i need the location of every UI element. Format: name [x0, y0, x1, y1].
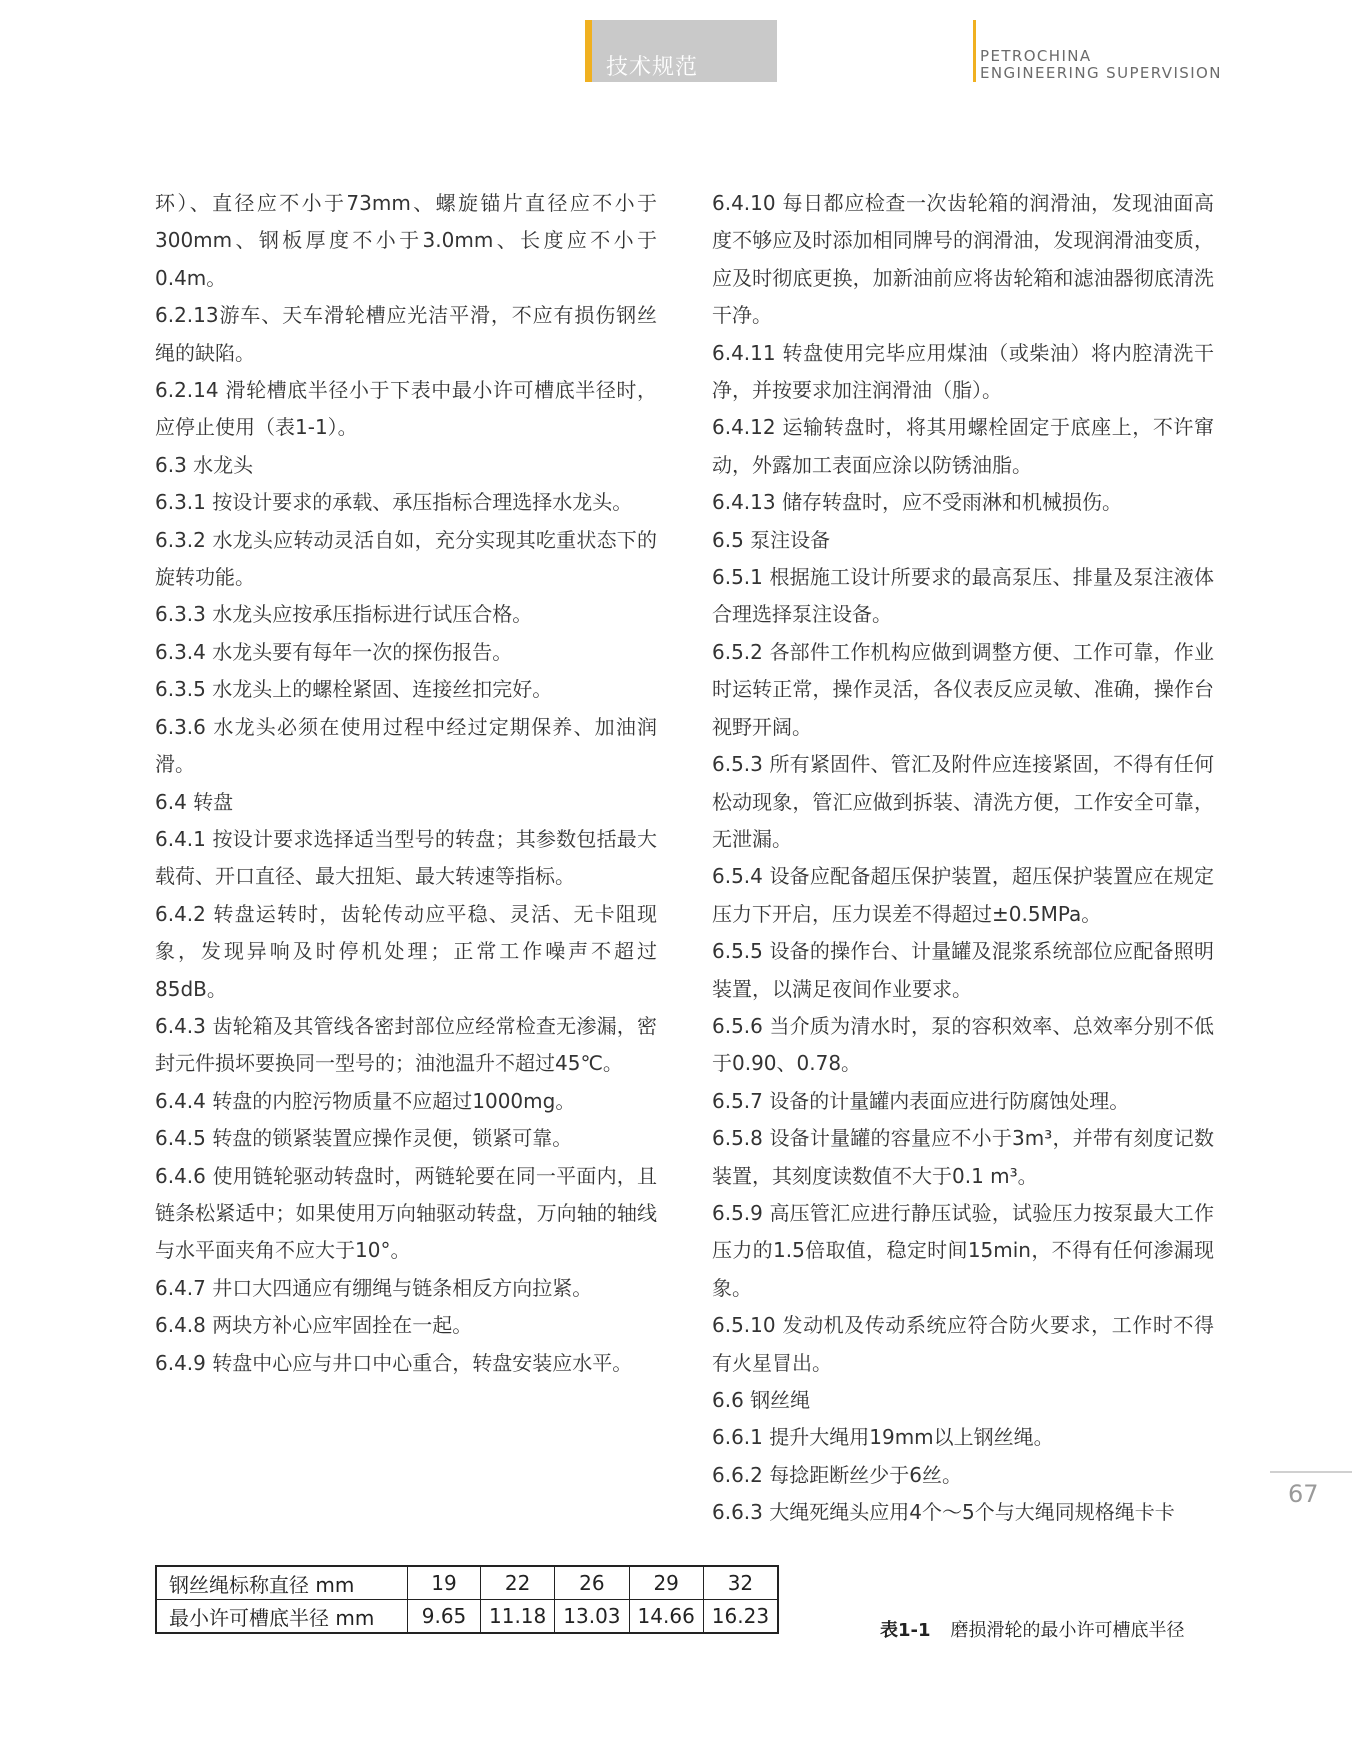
paragraph: 6.5.1 根据施工设计所要求的最高泵压、排量及泵注液体合理选择泵注设备。 [712, 565, 1214, 627]
paragraph: 6.3.2 水龙头应转动灵活自如，充分实现其吃重状态下的旋转功能。 [155, 527, 657, 590]
groove-radius-table [155, 1565, 779, 1634]
paragraph: 6.4.1 按设计要求选择适当型号的转盘；其参数包括最大载荷、开口直径、最大扭矩、最大转速等指标。 [155, 826, 657, 889]
paragraph: 6.5.4 设备应配备超压保护装置，超压保护装置应在规定压力下开启，压力误差不得超过±0.5MPa。 [712, 864, 1214, 926]
paragraph: 6.3.1 按设计要求的承载、承压指标合理选择水龙头。 [155, 490, 633, 515]
table-cell: 9.65 [408, 1600, 481, 1634]
paragraph: 6.3.3 水龙头应按承压指标进行试压合格。 [155, 602, 533, 627]
table-cell: 14.66 [629, 1600, 703, 1634]
paragraph: 6.4.13 储存转盘时，应不受雨淋和机械损伤。 [712, 490, 1122, 515]
table-caption-text: 磨损滑轮的最小许可槽底半径 [950, 1620, 1185, 1641]
paragraph: 6.4.2 转盘运转时，齿轮传动应平稳、灵活、无卡阻现象，发现异响及时停机处理；正常工作噪声不超过85dB。 [155, 901, 657, 1001]
table-cell: 13.03 [555, 1600, 629, 1634]
header-section-title: 技术规范 [606, 55, 699, 80]
table-cell: 29 [629, 1566, 703, 1600]
paragraph: 6.4.4 转盘的内腔污物质量不应超过1000mg。 [155, 1088, 576, 1113]
table-row-header: 最小许可槽底半径 mm [156, 1600, 408, 1634]
paragraph: 6.2.14 滑轮槽底半径小于下表中最小许可槽底半径时，应停止使用（表1-1）。 [155, 378, 657, 440]
paragraph: 6.5.8 设备计量罐的容量应不小于3m³，并带有刻度记数装置，其刻度读数值不大于0.1 m³。 [712, 1126, 1214, 1188]
table-cell: 32 [703, 1566, 778, 1600]
table-row [156, 1566, 778, 1600]
paragraph: 6.4.8 两块方补心应牢固拴在一起。 [155, 1313, 473, 1338]
paragraph: 环）、直径应不小于73mm、螺旋锚片直径应不小于300mm、钢板厚度不小于3.0mm、长度应不小于0.4m。 [155, 191, 657, 290]
section-heading: 6.6 钢丝绳 [712, 1388, 811, 1412]
paragraph: 6.3.4 水龙头要有每年一次的探伤报告。 [155, 639, 513, 664]
table-cell: 19 [408, 1566, 481, 1600]
left-text-column [155, 185, 657, 1382]
right-text-column [712, 185, 1214, 1532]
paragraph: 6.6.2 每捻距断丝少于6丝。 [712, 1462, 962, 1487]
brand-line-1: PETROCHINA [980, 47, 1092, 65]
page-number-rule [1270, 1471, 1352, 1473]
section-heading: 6.5 泵注设备 [712, 527, 831, 552]
paragraph: 6.5.5 设备的操作台、计量罐及混浆系统部位应配备照明装置，以满足夜间作业要求。 [712, 939, 1214, 1001]
brand-accent-bar [973, 20, 976, 82]
paragraph: 6.5.6 当介质为清水时，泵的容积效率、总效率分别不低于0.90、0.78。 [712, 1013, 1214, 1076]
table-cell: 26 [555, 1566, 629, 1600]
table-cell: 22 [481, 1566, 555, 1600]
paragraph: 6.4.10 每日都应检查一次齿轮箱的润滑油，发现油面高度不够应及时添加相同牌号的润滑油，发现润滑油变质，应及时彻底更换，加新油前应将齿轮箱和滤油器彻底清洗干净。 [712, 191, 1214, 328]
paragraph: 6.4.9 转盘中心应与井口中心重合，转盘安装应水平。 [155, 1350, 633, 1375]
brand-line-2: ENGINEERING SUPERVISION [980, 64, 1222, 82]
paragraph: 6.5.3 所有紧固件、管汇及附件应连接紧固，不得有任何松动现象，管汇应做到拆装、清洗方便，工作安全可靠，无泄漏。 [712, 752, 1214, 851]
paragraph: 6.4.12 运输转盘时，将其用螺栓固定于底座上，不许窜动，外露加工表面应涂以防锈油脂。 [712, 415, 1214, 477]
paragraph: 6.4.7 井口大四通应有绷绳与链条相反方向拉紧。 [155, 1275, 593, 1300]
section-heading: 6.4 转盘 [155, 789, 234, 814]
table-cell: 16.23 [703, 1600, 778, 1634]
header-accent-bar [585, 20, 592, 82]
table-caption-number: 表1-1 [880, 1620, 931, 1641]
paragraph: 6.4.6 使用链轮驱动转盘时，两链轮要在同一平面内，且链条松紧适中；如果使用万向轴驱动转盘，万向轴的轴线与水平面夹角不应大于10°。 [155, 1163, 657, 1263]
paragraph: 6.6.3 大绳死绳头应用4个～5个与大绳同规格绳卡卡 [712, 1500, 1175, 1525]
table-row [156, 1600, 778, 1634]
paragraph: 6.5.10 发动机及传动系统应符合防火要求，工作时不得有火星冒出。 [712, 1313, 1214, 1375]
paragraph: 6.4.3 齿轮箱及其管线各密封部位应经常检查无渗漏，密封元件损坏要换同一型号的；油池温升不超过45℃。 [155, 1013, 657, 1076]
paragraph: 6.5.9 高压管汇应进行静压试验，试验压力按泵最大工作压力的1.5倍取值，稳定时间15min，不得有任何渗漏现象。 [712, 1200, 1214, 1300]
paragraph: 6.2.13游车、天车滑轮槽应光洁平滑，不应有损伤钢丝绳的缺陷。 [155, 303, 657, 365]
table-cell: 11.18 [481, 1600, 555, 1634]
paragraph: 6.6.1 提升大绳用19mm以上钢丝绳。 [712, 1425, 1054, 1450]
paragraph: 6.3.5 水龙头上的螺栓紧固、连接丝扣完好。 [155, 677, 553, 702]
page-number: 67 [1288, 1480, 1319, 1508]
paragraph: 6.3.6 水龙头必须在使用过程中经过定期保养、加油润滑。 [155, 714, 657, 777]
paragraph: 6.4.5 转盘的锁紧装置应操作灵便，锁紧可靠。 [155, 1126, 573, 1151]
paragraph: 6.5.2 各部件工作机构应做到调整方便、工作可靠，作业时运转正常，操作灵活，各仪表反应灵敏、准确，操作台视野开阔。 [712, 639, 1214, 739]
section-heading: 6.3 水龙头 [155, 452, 254, 477]
table-row-header: 钢丝绳标称直径 mm [156, 1566, 408, 1600]
paragraph: 6.4.11 转盘使用完毕应用煤油（或柴油）将内腔清洗干净，并按要求加注润滑油（脂）。 [712, 340, 1214, 403]
table-caption [880, 1616, 1185, 1642]
brand-logo-text [980, 48, 1222, 82]
paragraph: 6.5.7 设备的计量罐内表面应进行防腐蚀处理。 [712, 1088, 1130, 1113]
